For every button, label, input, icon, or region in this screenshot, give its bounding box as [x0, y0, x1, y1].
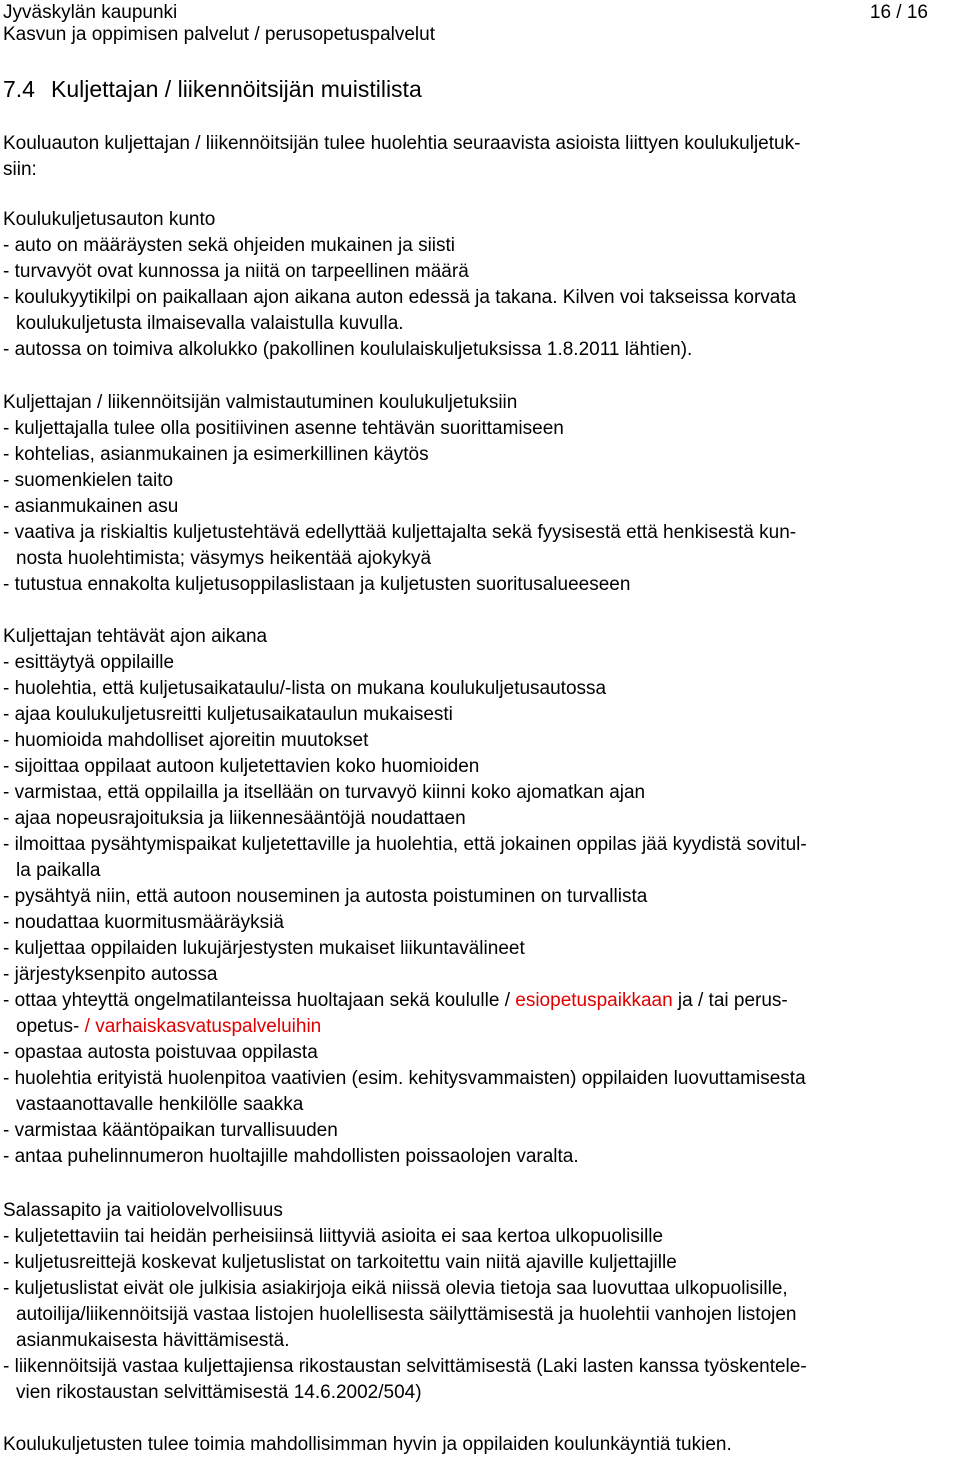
list-item: - huomioida mahdolliset ajoreitin muutokset [3, 730, 369, 751]
list-item: - varmistaa, että oppilailla ja itsellään on turvavyö kiinni koko ajomatkan ajan [3, 782, 646, 803]
list-item: - ilmoittaa pysähtymispaikat kuljetettaville ja huolehtia, että jokainen oppilas jää kyydistä sovitul- [3, 834, 807, 855]
intro-line: siin: [3, 159, 37, 180]
valmistautuminen-title: Kuljettajan / liikennöitsijän valmistautuminen koulukuljetuksiin [3, 392, 518, 413]
list-item: - opastaa autosta poistuvaa oppilasta [3, 1042, 318, 1063]
list-item: - tutustua ennakolta kuljetusoppilaslistaan ja kuljetusten suoritusalueeseen [3, 574, 631, 595]
list-item: - kuljetettaviin tai heidän perheisiinsä liittyviä asioita ei saa kertoa ulkopuolisille [3, 1226, 664, 1247]
tehtavat-section [3, 624, 955, 1170]
list-item: - vaativa ja riskialtis kuljetustehtävä edellyttää kuljettajalta sekä fyysisestä että henkisestä kun- [3, 522, 797, 543]
contact-text: ja / tai perus- [672, 990, 788, 1011]
header-organization: Jyväskylän kaupunki [3, 2, 178, 23]
list-item: - kuljettajalla tulee olla positiivinen asenne tehtävän suorittamiseen [3, 418, 564, 439]
contact-text: opetus- [16, 1016, 85, 1037]
list-item: - asianmukainen asu [3, 496, 179, 517]
section-heading [3, 74, 422, 104]
intro-line: Kouluauton kuljettajan / liikennöitsijän tulee huolehtia seuraavista asioista liittyen koulukuljetuk- [3, 133, 801, 154]
contact-text: - ottaa yhteyttä ongelmatilanteissa huoltajaan sekä koululle / [3, 990, 516, 1011]
list-item: - ajaa koulukuljetusreitti kuljetusaikataulun mukaisesti [3, 704, 453, 725]
list-item: - koulukyytikilpi on paikallaan ajon aikana auton edessä ja takana. Kilven voi takseissa korvata [3, 287, 797, 308]
list-item-continuation: la paikalla [16, 860, 101, 881]
list-item: - autossa on toimiva alkolukko (pakollinen koululaiskuljetuksissa 1.8.2011 lähtien). [3, 339, 693, 360]
list-item: - suomenkielen taito [3, 470, 174, 491]
contact-list-item [3, 988, 955, 1014]
closing-paragraph [3, 1432, 955, 1458]
list-item-continuation: koulukuljetusta ilmaisevalla valaistulla kuvulla. [16, 313, 404, 334]
list-item: - esittäytyä oppilaille [3, 652, 175, 673]
list-item: - noudattaa kuormitusmääräyksiä [3, 912, 284, 933]
list-item-continuation: autoilija/liikennöitsijä vastaa listojen huolellisesta säilyttämisestä ja huolehtii vanhojen listojen [16, 1304, 797, 1325]
list-item: - varmistaa kääntöpaikan turvallisuuden [3, 1120, 338, 1141]
header-page-number: 16 / 16 [869, 2, 928, 23]
section-number: 7.4 [3, 76, 35, 102]
list-item: - huolehtia, että kuljetusaikataulu/-lista on mukana koulukuljetusautossa [3, 678, 607, 699]
list-item: - liikennöitsijä vastaa kuljettajiensa rikostaustan selvittämisestä (Laki lasten kanssa työskentele- [3, 1356, 807, 1377]
contact-list-item-continuation [3, 1014, 955, 1040]
list-item: - kohtelias, asianmukainen ja esimerkillinen käytös [3, 444, 429, 465]
salassapito-title: Salassapito ja vaitiolovelvollisuus [3, 1200, 283, 1221]
list-item: - kuljetuslistat eivät ole julkisia asiakirjoja eikä niissä olevia tietoja saa luovuttaa ulkopuolisille, [3, 1278, 788, 1299]
kunto-title: Koulukuljetusauton kunto [3, 209, 216, 230]
page-header [3, 2, 928, 46]
list-item-continuation: nosta huolehtimista; väsymys heikentää ajokykyä [16, 548, 432, 569]
highlighted-text-varhaiskasvatus: / varhaiskasvatuspalveluihin [84, 1016, 322, 1037]
header-department: Kasvun ja oppimisen palvelut / perusopetuspalvelut [3, 24, 435, 45]
intro-paragraph [3, 131, 955, 183]
list-item: - auto on määräysten sekä ohjeiden mukainen ja siisti [3, 235, 456, 256]
section-title: Kuljettajan / liikennöitsijän muistilista [51, 76, 422, 102]
list-item: - kuljetusreittejä koskevat kuljetuslistat on tarkoitettu vain niitä ajaville kuljettajille [3, 1252, 677, 1273]
list-item: - kuljettaa oppilaiden lukujärjestysten mukaiset liikuntavälineet [3, 938, 525, 959]
list-item: - huolehtia erityistä huolenpitoa vaativien (esim. kehitysvammaisten) oppilaiden luovuttamisesta [3, 1068, 806, 1089]
list-item-continuation: asianmukaisesta hävittämisestä. [16, 1330, 290, 1351]
salassapito-section [3, 1198, 955, 1406]
closing-text: Koulukuljetusten tulee toimia mahdollisimman hyvin ja oppilaiden koulunkäyntiä tukien. [3, 1434, 732, 1455]
list-item: - ajaa nopeusrajoituksia ja liikennesääntöjä noudattaen [3, 808, 466, 829]
highlighted-text-esiopetuspaikkaan: esiopetuspaikkaan [515, 990, 673, 1011]
valmistautuminen-section [3, 390, 955, 598]
tehtavat-title: Kuljettajan tehtävät ajon aikana [3, 626, 268, 647]
list-item-continuation: vien rikostaustan selvittämisestä 14.6.2002/504) [16, 1382, 422, 1403]
list-item: - pysähtyä niin, että autoon nouseminen ja autosta poistuminen on turvallista [3, 886, 648, 907]
list-item: - sijoittaa oppilaat autoon kuljetettavien koko huomioiden [3, 756, 480, 777]
list-item: - järjestyksenpito autossa [3, 964, 218, 985]
list-item: - turvavyöt ovat kunnossa ja niitä on tarpeellinen määrä [3, 261, 469, 282]
list-item-continuation: vastaanottavalle henkilölle saakka [16, 1094, 304, 1115]
list-item: - antaa puhelinnumeron huoltajille mahdollisten poissaolojen varalta. [3, 1146, 579, 1167]
kunto-section [3, 207, 955, 363]
